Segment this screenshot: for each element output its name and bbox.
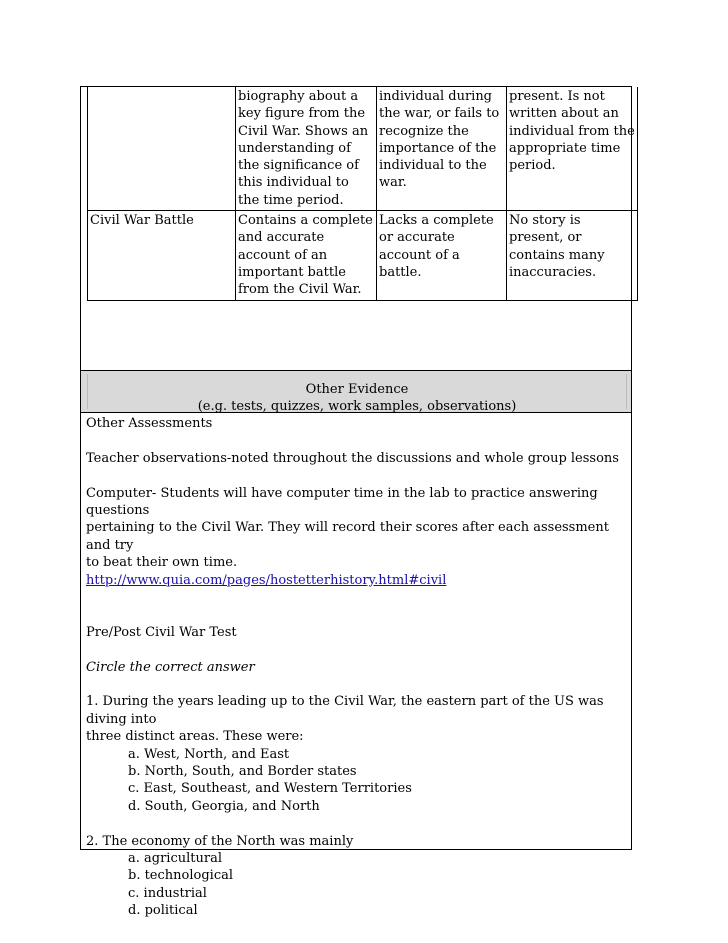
- computer-text-line: pertaining to the Civil War. They will record their scores after each assessment and try: [86, 520, 609, 553]
- test-instructions: Circle the correct answer: [86, 659, 255, 675]
- teacher-observations-text: Teacher observations-noted throughout the discussions and whole group lessons: [86, 450, 619, 466]
- rubric-category-cell: Civil War Battle: [88, 211, 236, 300]
- test-title: Pre/Post Civil War Test: [86, 624, 237, 640]
- rubric-fair-cell: individual during the war, or fails to recognize the importance of the individual to the war.: [377, 87, 507, 211]
- other-evidence-title: Other Evidence: [305, 382, 409, 397]
- answer-option: a. West, North, and East: [128, 746, 290, 762]
- computer-text-line: Computer- Students will have computer time in the lab to practice answering questions: [86, 485, 598, 518]
- answer-option: d. South, Georgia, and North: [128, 798, 320, 814]
- answer-option: b. technological: [128, 868, 234, 884]
- question-text: 2. The economy of the North was mainly: [86, 833, 354, 849]
- evidence-content: [86, 415, 631, 920]
- answer-option: a. agricultural: [128, 851, 222, 867]
- rubric-table: [87, 87, 638, 301]
- rubric-excellent-cell: Contains a complete and accurate account of an important battle from the Civil War.: [236, 211, 377, 300]
- answer-option: d. political: [128, 903, 198, 919]
- rubric-excellent-cell: biography about a key figure from the Civil War. Shows an understanding of the significance of this individual to the time period.: [236, 87, 377, 211]
- answer-option: c. industrial: [128, 885, 207, 901]
- rubric-category-cell: [88, 87, 236, 211]
- question-text: 1. During the years leading up to the Civil War, the eastern part of the US was diving into: [86, 694, 604, 727]
- answer-option: c. East, Southeast, and Western Territories: [128, 781, 412, 797]
- rubric-poor-cell: No story is present, or contains many inaccuracies.: [507, 211, 638, 300]
- rubric-fair-cell: Lacks a complete or accurate account of a battle.: [377, 211, 507, 300]
- quia-link[interactable]: http://www.quia.com/pages/hostetterhistory.html#civil: [86, 572, 447, 588]
- computer-text-line: to beat their own time.: [86, 555, 238, 571]
- rubric-row: [88, 211, 638, 300]
- other-evidence-header: [81, 370, 631, 413]
- question-text: three distinct areas. These were:: [86, 729, 304, 745]
- other-evidence-subtitle: (e.g. tests, quizzes, work samples, observations): [197, 399, 517, 414]
- document-frame: [80, 86, 635, 919]
- other-assessments-heading: Other Assessments: [86, 416, 213, 431]
- rubric-row: [88, 87, 638, 211]
- answer-option: b. North, South, and Border states: [128, 764, 357, 780]
- rubric-poor-cell: present. Is not written about an individual from the appropriate time period.: [507, 87, 638, 211]
